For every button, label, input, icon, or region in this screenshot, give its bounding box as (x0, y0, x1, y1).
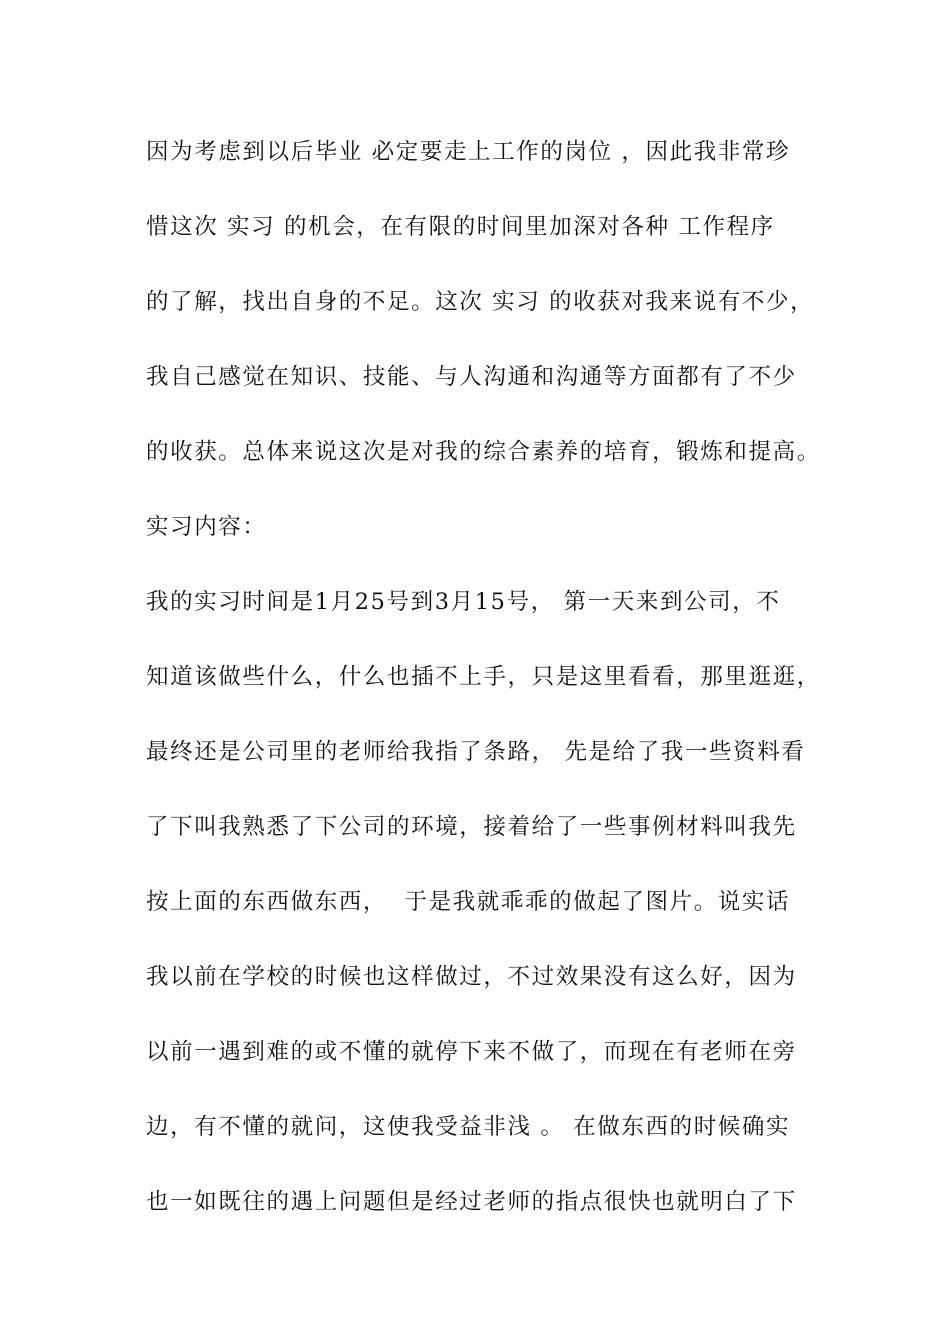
text-line: 的了解，找出自身的不足。这次 实习 的收获对我来说有不少， (146, 289, 815, 315)
text-line: 知道该做些什么，什么也插不上手，只是这里看看，那里逛逛， (146, 664, 821, 690)
text-line: 我的实习时间是1月25号到3月15号， 第一天来到公司，不 (146, 589, 781, 615)
text-line: 最终还是公司里的老师给我指了条路， 先是给了我一些资料看 (146, 739, 806, 765)
text-line: 以前一遇到难的或不懂的就停下来不做了，而现在有老师在旁 (146, 1039, 797, 1065)
text-line: 了下叫我熟悉了下公司的环境，接着给了一些事例材料叫我先 (146, 814, 797, 840)
text-line: 我自己感觉在知识、技能、与人沟通和沟通等方面都有了不少 (146, 364, 797, 390)
text-line: 边，有不懂的就问，这使我受益非浅 。 在做东西的时候确实 (146, 1114, 791, 1140)
text-line: 因为考虑到以后毕业 必定要走上工作的岗位 ，因此我非常珍 (146, 139, 791, 165)
section-heading: 实习内容： (146, 514, 267, 540)
text-line: 的收获。总体来说这次是对我的综合素养的培育，锻炼和提高。 (146, 439, 821, 465)
text-line: 惜这次 实习 的机会，在有限的时间里加深对各种 工作程序 (146, 214, 775, 240)
text-line: 按上面的东西做东西， 于是我就乖乖的做起了图片。说实话 (146, 889, 791, 915)
text-line: 也一如既往的遇上问题但是经过老师的指点很快也就明白了下 (146, 1189, 797, 1215)
text-line: 我以前在学校的时候也这样做过，不过效果没有这么好，因为 (146, 964, 797, 990)
